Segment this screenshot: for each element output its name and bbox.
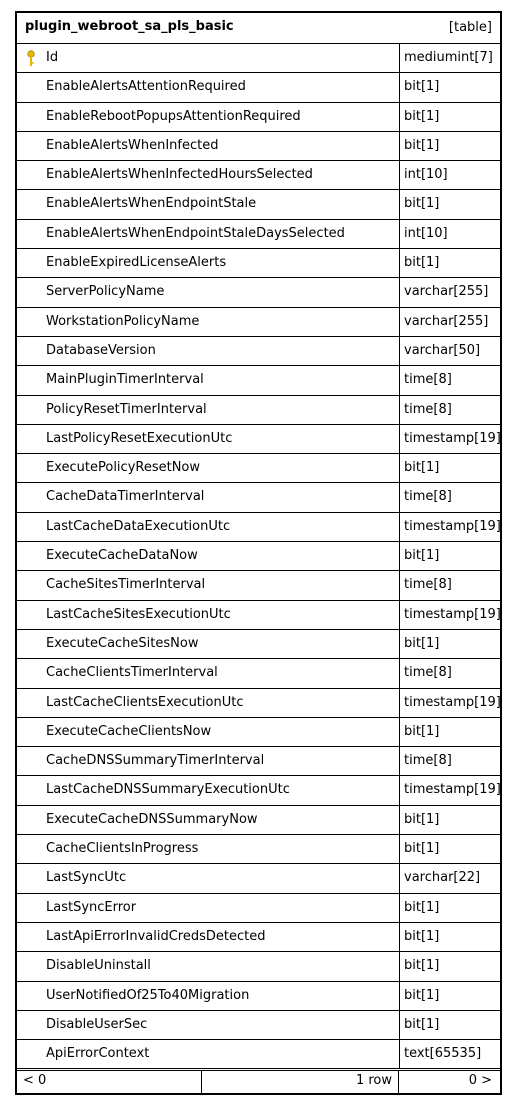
- column-name-cell: [17, 747, 400, 775]
- column-name-cell: [17, 1040, 400, 1068]
- column-type-cell: [400, 337, 500, 365]
- column-name: LastPolicyResetExecutionUtc: [46, 430, 233, 446]
- column-name-cell: [17, 44, 400, 72]
- column-type: bit[1]: [404, 987, 440, 1003]
- footer-row-count: 1 row: [355, 1073, 392, 1088]
- column-type-cell: [400, 249, 500, 277]
- column-name-cell: [17, 864, 400, 892]
- column-name: PolicyResetTimerInterval: [46, 401, 207, 417]
- column-type: bit[1]: [404, 928, 440, 944]
- column-type-cell: [400, 630, 500, 658]
- column-row[interactable]: [17, 103, 500, 132]
- column-name-cell: [17, 132, 400, 160]
- column-type: varchar[22]: [404, 870, 481, 886]
- footer-prev-label: < 0: [23, 1073, 47, 1088]
- column-row[interactable]: [17, 776, 500, 805]
- column-name: LastCacheDataExecutionUtc: [46, 518, 231, 534]
- column-row[interactable]: [17, 571, 500, 600]
- column-type-cell: [400, 835, 500, 863]
- column-type: bit[1]: [404, 79, 440, 95]
- column-name: EnableAlertsAttentionRequired: [46, 79, 246, 95]
- column-type-cell: [400, 44, 500, 72]
- column-type-cell: [400, 952, 500, 980]
- column-type-cell: [400, 776, 500, 804]
- column-name: DisableUninstall: [46, 958, 151, 974]
- column-name-cell: [17, 308, 400, 336]
- column-row[interactable]: [17, 952, 500, 981]
- column-type: int[10]: [404, 225, 448, 241]
- column-name: EnableAlertsWhenInfectedHoursSelected: [46, 167, 313, 183]
- column-type-cell: [400, 601, 500, 629]
- column-name: LastCacheSitesExecutionUtc: [46, 606, 231, 622]
- column-type-cell: [400, 366, 500, 394]
- table-entity-box: [15, 11, 502, 1095]
- column-type-cell: [400, 1040, 500, 1068]
- column-type: bit[1]: [404, 635, 440, 651]
- column-list: [17, 44, 500, 1069]
- column-name: DisableUserSec: [46, 1016, 148, 1032]
- column-row[interactable]: [17, 249, 500, 278]
- column-name-cell: [17, 894, 400, 922]
- column-type: varchar[255]: [404, 284, 489, 300]
- column-name-cell: [17, 513, 400, 541]
- column-name: UserNotifiedOf25To40Migration: [46, 987, 250, 1003]
- column-type: bit[1]: [404, 723, 440, 739]
- column-type: time[8]: [404, 665, 452, 681]
- column-name-cell: [17, 190, 400, 218]
- primary-key-icon: [26, 50, 36, 67]
- column-name-cell: [17, 278, 400, 306]
- column-type-cell: [400, 659, 500, 687]
- column-type-cell: [400, 220, 500, 248]
- column-name: ServerPolicyName: [46, 284, 165, 300]
- column-type: text[65535]: [404, 1046, 482, 1062]
- column-type: varchar[50]: [404, 342, 481, 358]
- column-type-cell: [400, 308, 500, 336]
- column-type-cell: [400, 454, 500, 482]
- column-type: timestamp[19]: [404, 518, 501, 534]
- column-type: bit[1]: [404, 196, 440, 212]
- column-name: ExecuteCacheClientsNow: [46, 723, 212, 739]
- column-name-cell: [17, 806, 400, 834]
- column-type: mediumint[7]: [404, 50, 493, 65]
- column-type: timestamp[19]: [404, 430, 501, 446]
- column-row[interactable]: [17, 190, 500, 219]
- column-type: bit[1]: [404, 137, 440, 153]
- column-type-cell: [400, 542, 500, 570]
- column-name-cell: [17, 776, 400, 804]
- column-name-cell: [17, 835, 400, 863]
- column-type: bit[1]: [404, 548, 440, 564]
- column-type-cell: [400, 103, 500, 131]
- column-row[interactable]: [17, 44, 500, 73]
- column-name-cell: [17, 220, 400, 248]
- column-row[interactable]: [17, 513, 500, 542]
- column-name: ExecuteCacheDNSSummaryNow: [46, 811, 258, 827]
- column-row[interactable]: [17, 366, 500, 395]
- column-type-cell: [400, 190, 500, 218]
- column-type-cell: [400, 864, 500, 892]
- column-name: Id: [46, 50, 59, 65]
- column-row[interactable]: [17, 718, 500, 747]
- footer-next-cell[interactable]: [399, 1071, 500, 1093]
- column-type-cell: [400, 396, 500, 424]
- footer-prev-cell[interactable]: [17, 1071, 202, 1093]
- column-row[interactable]: [17, 161, 500, 190]
- column-type-cell: [400, 689, 500, 717]
- column-name-cell: [17, 1011, 400, 1039]
- column-type: timestamp[19]: [404, 606, 501, 622]
- column-row[interactable]: [17, 1011, 500, 1040]
- column-name: ExecutePolicyResetNow: [46, 460, 201, 476]
- column-row[interactable]: [17, 308, 500, 337]
- column-name: EnableExpiredLicenseAlerts: [46, 255, 227, 271]
- column-type: int[10]: [404, 167, 448, 183]
- column-row[interactable]: [17, 337, 500, 366]
- column-name-cell: [17, 952, 400, 980]
- column-name-cell: [17, 483, 400, 511]
- column-type-cell: [400, 425, 500, 453]
- column-row[interactable]: [17, 806, 500, 835]
- column-row[interactable]: [17, 454, 500, 483]
- column-type-cell: [400, 1011, 500, 1039]
- table-name: plugin_webroot_sa_pls_basic: [25, 19, 234, 34]
- column-row[interactable]: [17, 835, 500, 864]
- column-type: bit[1]: [404, 460, 440, 476]
- column-type-cell: [400, 747, 500, 775]
- column-type: bit[1]: [404, 958, 440, 974]
- column-name-cell: [17, 425, 400, 453]
- table-kind-label: [table]: [448, 20, 492, 35]
- column-type-cell: [400, 923, 500, 951]
- column-name: LastApiErrorInvalidCredsDetected: [46, 928, 266, 944]
- column-name-cell: [17, 366, 400, 394]
- column-row[interactable]: [17, 689, 500, 718]
- column-type: bit[1]: [404, 899, 440, 915]
- column-name-cell: [17, 396, 400, 424]
- column-name-cell: [17, 689, 400, 717]
- column-name: LastCacheDNSSummaryExecutionUtc: [46, 782, 290, 798]
- column-name: LastSyncUtc: [46, 870, 127, 886]
- column-type: bit[1]: [404, 108, 440, 124]
- column-row[interactable]: [17, 220, 500, 249]
- column-row[interactable]: [17, 923, 500, 952]
- column-name: EnableAlertsWhenInfected: [46, 137, 219, 153]
- column-row[interactable]: [17, 425, 500, 454]
- column-name-cell: [17, 923, 400, 951]
- column-type-cell: [400, 718, 500, 746]
- column-row[interactable]: [17, 1040, 500, 1069]
- column-type: time[8]: [404, 401, 452, 417]
- column-name: ApiErrorContext: [46, 1046, 150, 1062]
- column-name: LastCacheClientsExecutionUtc: [46, 694, 244, 710]
- column-row[interactable]: [17, 864, 500, 893]
- column-name-cell: [17, 337, 400, 365]
- column-row[interactable]: [17, 278, 500, 307]
- column-type: timestamp[19]: [404, 694, 501, 710]
- column-name: EnableAlertsWhenEndpointStaleDaysSelected: [46, 225, 345, 241]
- column-type-cell: [400, 806, 500, 834]
- table-title-bar: [17, 13, 500, 44]
- column-name: CacheDNSSummaryTimerInterval: [46, 753, 265, 769]
- column-name-cell: [17, 601, 400, 629]
- column-row[interactable]: [17, 396, 500, 425]
- column-name: ExecuteCacheSitesNow: [46, 635, 199, 651]
- column-name-cell: [17, 103, 400, 131]
- column-type: time[8]: [404, 372, 452, 388]
- column-type: time[8]: [404, 753, 452, 769]
- column-name: CacheSitesTimerInterval: [46, 577, 206, 593]
- column-type-cell: [400, 73, 500, 101]
- column-row[interactable]: [17, 894, 500, 923]
- column-type: time[8]: [404, 577, 452, 593]
- column-name-cell: [17, 571, 400, 599]
- column-row[interactable]: [17, 630, 500, 659]
- column-type: bit[1]: [404, 1016, 440, 1032]
- column-name-cell: [17, 249, 400, 277]
- column-name: MainPluginTimerInterval: [46, 372, 204, 388]
- column-type-cell: [400, 132, 500, 160]
- column-name: ExecuteCacheDataNow: [46, 548, 198, 564]
- table-footer: [17, 1070, 500, 1093]
- column-type-cell: [400, 982, 500, 1010]
- column-name: EnableRebootPopupsAttentionRequired: [46, 108, 301, 124]
- column-name: CacheClientsInProgress: [46, 841, 199, 857]
- column-type-cell: [400, 161, 500, 189]
- column-type: bit[1]: [404, 841, 440, 857]
- column-row[interactable]: [17, 483, 500, 512]
- column-row[interactable]: [17, 982, 500, 1011]
- column-type-cell: [400, 894, 500, 922]
- column-type-cell: [400, 571, 500, 599]
- column-row[interactable]: [17, 73, 500, 102]
- column-name-cell: [17, 630, 400, 658]
- column-name-cell: [17, 161, 400, 189]
- column-row[interactable]: [17, 132, 500, 161]
- column-row[interactable]: [17, 747, 500, 776]
- column-type: time[8]: [404, 489, 452, 505]
- column-row[interactable]: [17, 542, 500, 571]
- column-name-cell: [17, 73, 400, 101]
- column-name-cell: [17, 454, 400, 482]
- column-row[interactable]: [17, 601, 500, 630]
- footer-row-count-cell: [202, 1071, 399, 1093]
- column-name-cell: [17, 542, 400, 570]
- column-name: EnableAlertsWhenEndpointStale: [46, 196, 257, 212]
- column-type-cell: [400, 483, 500, 511]
- column-name: WorkstationPolicyName: [46, 313, 200, 329]
- column-name: LastSyncError: [46, 899, 137, 915]
- column-name: CacheDataTimerInterval: [46, 489, 205, 505]
- footer-next-label: 0 >: [468, 1073, 492, 1088]
- column-name: CacheClientsTimerInterval: [46, 665, 218, 681]
- column-name-cell: [17, 659, 400, 687]
- column-type: varchar[255]: [404, 313, 489, 329]
- column-name-cell: [17, 718, 400, 746]
- column-type: bit[1]: [404, 255, 440, 271]
- column-row[interactable]: [17, 659, 500, 688]
- column-name-cell: [17, 982, 400, 1010]
- column-type-cell: [400, 278, 500, 306]
- column-type: timestamp[19]: [404, 782, 501, 798]
- column-name: DatabaseVersion: [46, 342, 156, 358]
- column-type: bit[1]: [404, 811, 440, 827]
- column-type-cell: [400, 513, 500, 541]
